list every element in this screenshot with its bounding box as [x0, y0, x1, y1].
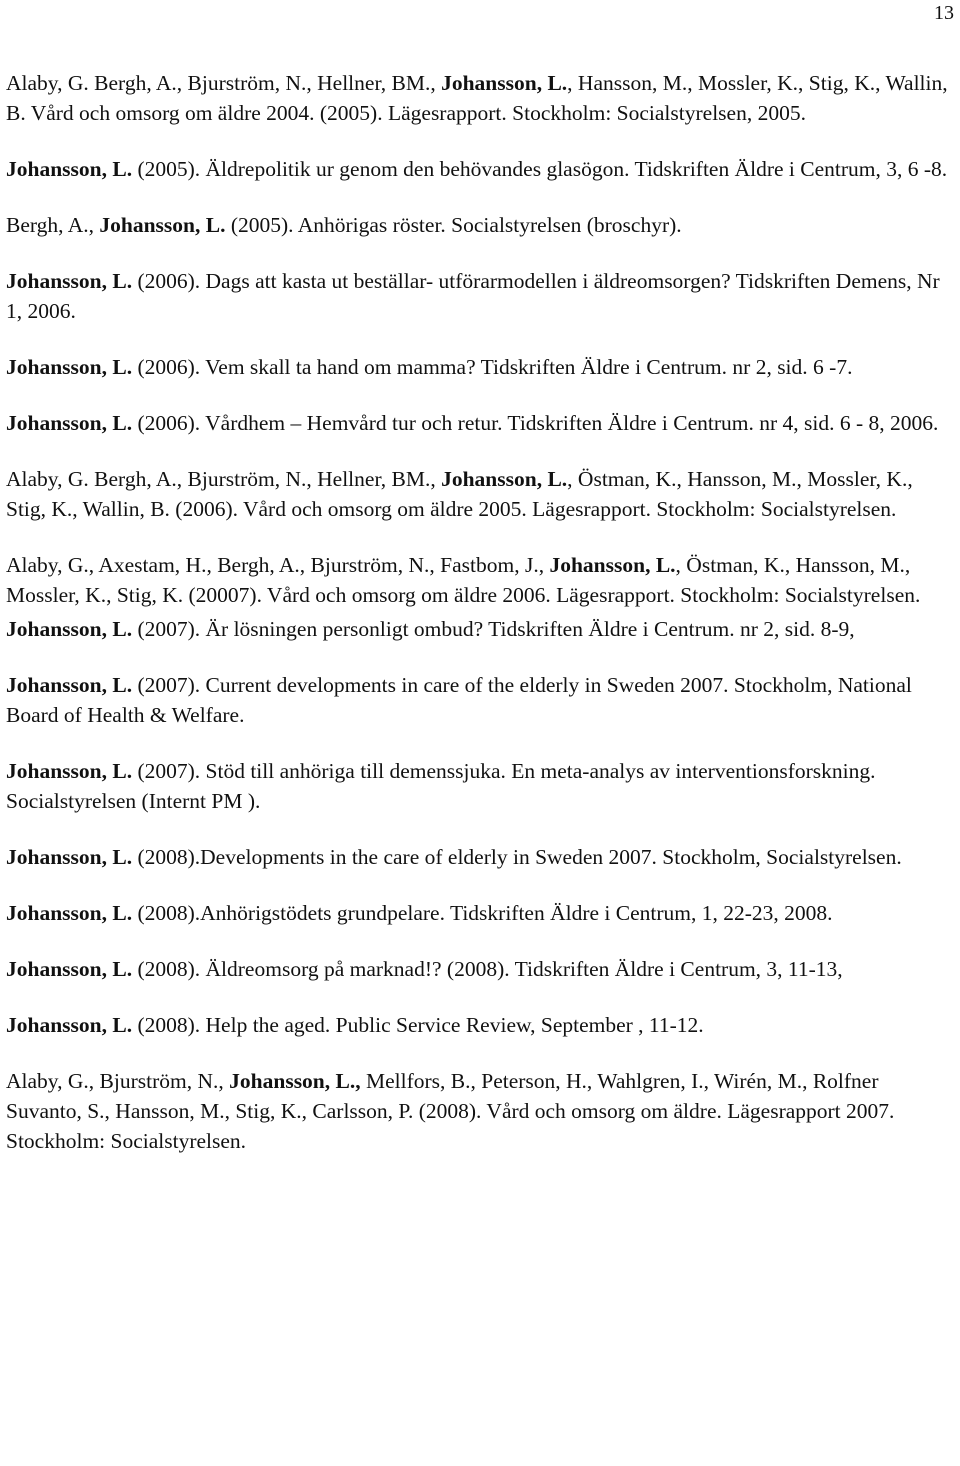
- reference-text: Alaby, G., Bjurström, N.,: [6, 1069, 230, 1093]
- author-name-bold: Johansson, L.: [6, 673, 133, 697]
- reference-text: , Östman, K., Hansson, M., Mossler, K., Stig, K., Wallin, B. (2006). Vård och omsorg om äldre 2005. Lägesrapport. Stockholm: Socialstyrelsen.: [6, 467, 913, 521]
- author-name-bold: Johansson, L.: [99, 213, 226, 237]
- reference-text: , Östman, K., Hansson, M., Mossler, K., Stig, K. (20007). Vård och omsorg om äldre 2006. Lägesrapport. Stockholm: Socialstyrelsen.: [6, 553, 921, 607]
- reference-text: Alaby, G. Bergh, A., Bjurström, N., Hellner, BM.,: [6, 467, 442, 491]
- reference-entry: [6, 154, 954, 184]
- reference-text: (2007). Stöd till anhöriga till demenssjuka. En meta-analys av interventionsforskning. Socialstyrelsen (Internt PM ).: [6, 759, 876, 813]
- page-number: 13: [934, 2, 954, 24]
- author-name-bold: Johansson, L.: [441, 467, 568, 491]
- reference-entry: [6, 210, 954, 240]
- reference-text: (2005). Anhörigas röster. Socialstyrelsen (broschyr).: [225, 213, 682, 237]
- reference-entry: [6, 1066, 954, 1156]
- author-name-bold: Johansson, L.: [6, 901, 133, 925]
- author-name-bold: Johansson, L.: [6, 355, 133, 379]
- reference-entry: [6, 954, 954, 984]
- reference-entry: [6, 756, 954, 816]
- reference-text: (2006). Vårdhem – Hemvård tur och retur. Tidskriften Äldre i Centrum. nr 4, sid. 6 - 8, 2006.: [132, 411, 939, 435]
- reference-text: Alaby, G. Bergh, A., Bjurström, N., Hellner, BM.,: [6, 71, 442, 95]
- reference-entry: [6, 464, 954, 524]
- reference-entry: [6, 898, 954, 928]
- reference-text: (2007). Current developments in care of the elderly in Sweden 2007. Stockholm, National Board of Health & Welfare.: [6, 673, 912, 727]
- author-name-bold: Johansson, L.,: [229, 1069, 361, 1093]
- reference-text: Mellfors, B., Peterson, H., Wahlgren, I., Wirén, M., Rolfner Suvanto, S., Hansson, M., Stig, K., Carlsson, P. (2008). Vård och omsorg om äldre. Lägesrapport 2007. Stockholm: Socialstyrelsen.: [6, 1069, 895, 1153]
- author-name-bold: Johansson, L.: [441, 71, 568, 95]
- author-name-bold: Johansson, L.: [6, 157, 133, 181]
- reference-entry: [6, 352, 954, 382]
- reference-text: Alaby, G., Axestam, H., Bergh, A., Bjurström, N., Fastbom, J.,: [6, 553, 550, 577]
- reference-entry: [6, 68, 954, 128]
- reference-entry: [6, 408, 954, 438]
- reference-text: (2008). Äldreomsorg på marknad!? (2008). Tidskriften Äldre i Centrum, 3, 11-13,: [132, 957, 843, 981]
- reference-list: [6, 68, 954, 1182]
- reference-entry: [6, 670, 954, 730]
- reference-text: (2006). Vem skall ta hand om mamma? Tidskriften Äldre i Centrum. nr 2, sid. 6 -7.: [132, 355, 853, 379]
- reference-entry: [6, 614, 954, 644]
- reference-text: Bergh, A.,: [6, 213, 100, 237]
- reference-text: (2008).Anhörigstödets grundpelare. Tidskriften Äldre i Centrum, 1, 22-23, 2008.: [132, 901, 833, 925]
- reference-text: (2006). Dags att kasta ut beställar- utförarmodellen i äldreomsorgen? Tidskriften Demens, Nr 1, 2006.: [6, 269, 940, 323]
- author-name-bold: Johansson, L.: [6, 411, 133, 435]
- author-name-bold: Johansson, L.: [6, 759, 133, 783]
- reference-text: , Hansson, M., Mossler, K., Stig, K., Wallin, B. Vård och omsorg om äldre 2004. (2005). Lägesrapport. Stockholm: Socialstyrelsen, 2005.: [6, 71, 948, 125]
- reference-entry: [6, 842, 954, 872]
- reference-text: (2008). Help the aged. Public Service Review, September , 11-12.: [132, 1013, 704, 1037]
- reference-entry: [6, 1010, 954, 1040]
- author-name-bold: Johansson, L.: [6, 957, 133, 981]
- reference-text: (2007). Är lösningen personligt ombud? Tidskriften Äldre i Centrum. nr 2, sid. 8-9,: [132, 617, 855, 641]
- reference-text: (2008).Developments in the care of elderly in Sweden 2007. Stockholm, Socialstyrelsen.: [132, 845, 902, 869]
- author-name-bold: Johansson, L.: [6, 617, 133, 641]
- reference-entry: [6, 266, 954, 326]
- reference-text: (2005). Äldrepolitik ur genom den behövandes glasögon. Tidskriften Äldre i Centrum, 3, 6 -8.: [132, 157, 948, 181]
- author-name-bold: Johansson, L.: [6, 845, 133, 869]
- author-name-bold: Johansson, L.: [6, 269, 133, 293]
- author-name-bold: Johansson, L.: [549, 553, 676, 577]
- reference-entry: [6, 550, 954, 610]
- author-name-bold: Johansson, L.: [6, 1013, 133, 1037]
